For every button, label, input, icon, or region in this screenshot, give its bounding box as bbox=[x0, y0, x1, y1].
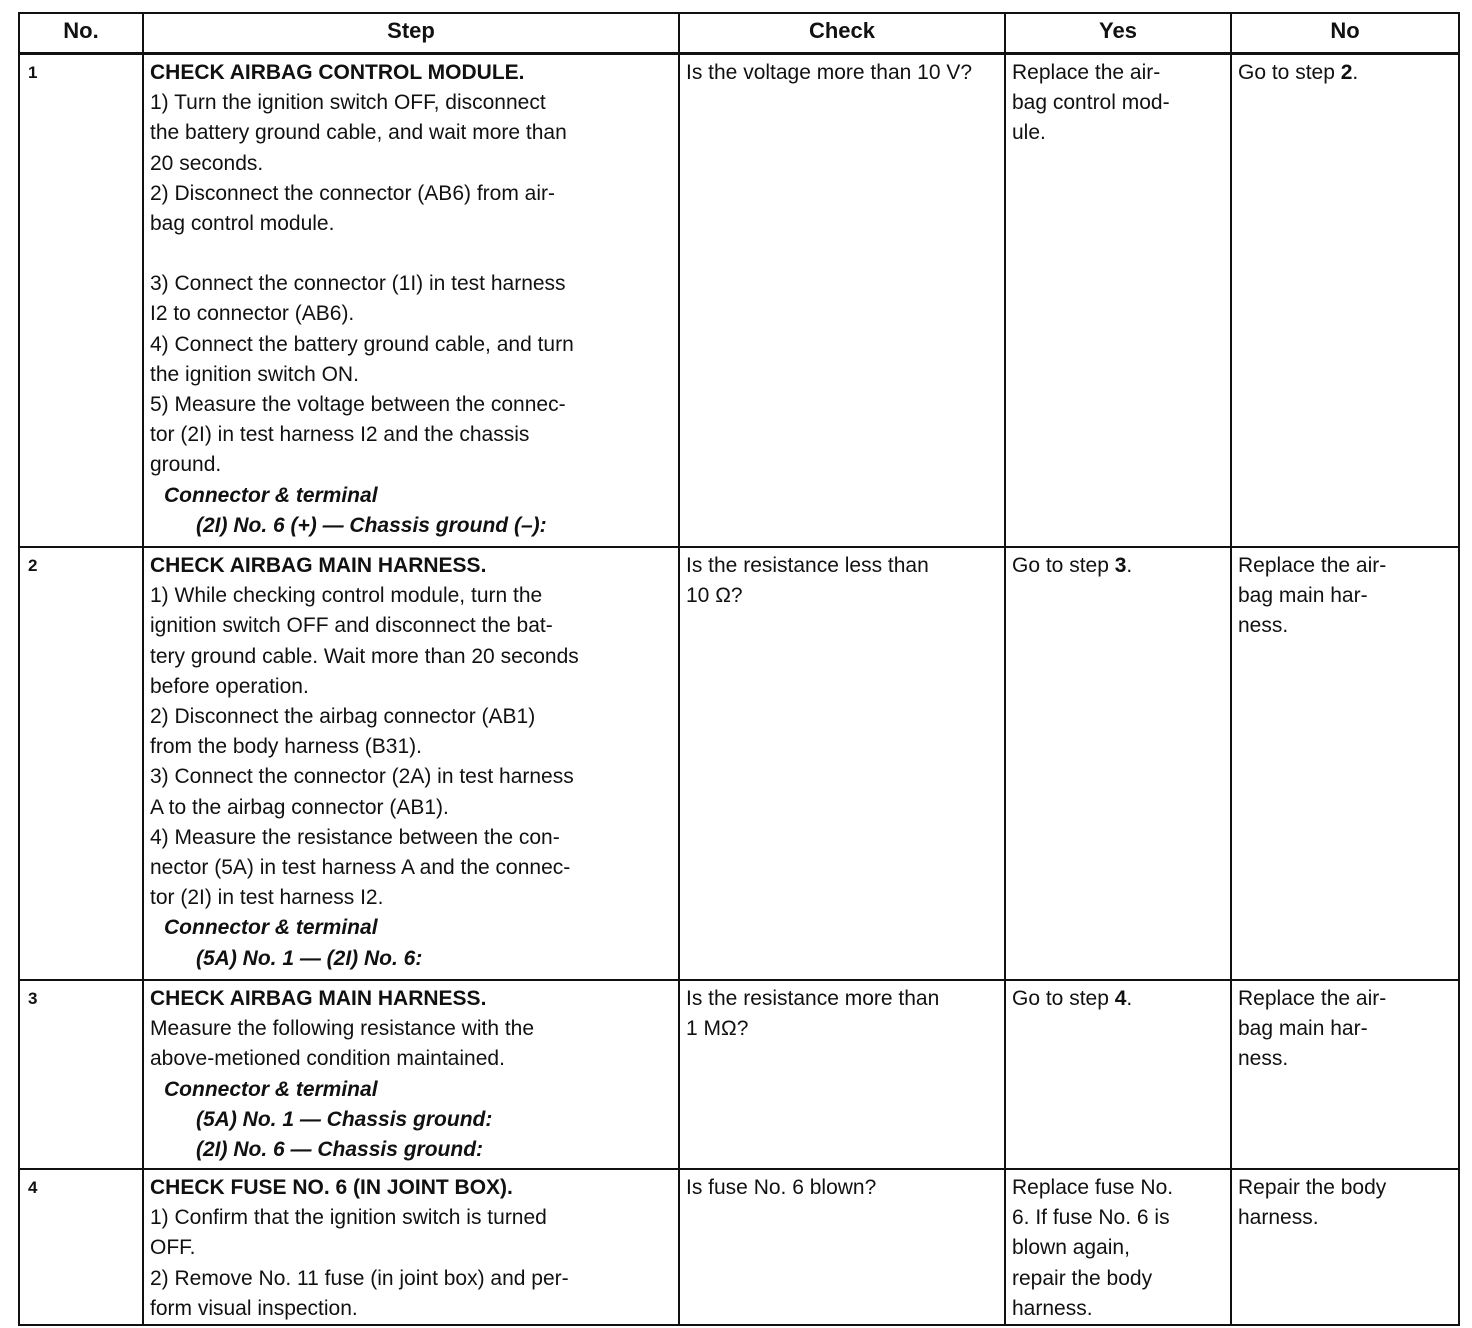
step-line: tor (2I) in test harness I2. bbox=[150, 886, 384, 910]
yes-line: 6. If fuse No. 6 is bbox=[1012, 1206, 1170, 1230]
goto-suffix: . bbox=[1126, 554, 1133, 577]
step-number: 2 bbox=[19, 547, 143, 980]
goto-suffix: . bbox=[1126, 987, 1133, 1010]
check-line: Is the resistance less than bbox=[686, 554, 929, 577]
step-number: 4 bbox=[19, 1169, 143, 1325]
check-cell bbox=[679, 547, 1005, 980]
yes-cell bbox=[1005, 1169, 1231, 1325]
yes-cell bbox=[1005, 547, 1231, 980]
step-line: 20 seconds. bbox=[150, 151, 264, 175]
step-line: tery ground cable. Wait more than 20 seconds bbox=[150, 644, 579, 668]
step-line: 1) Confirm that the ignition switch is turned bbox=[150, 1206, 547, 1230]
connector-terminal: (5A) No. 1 — Chassis ground: bbox=[196, 1107, 493, 1131]
goto-step-number: 4 bbox=[1114, 987, 1127, 1010]
step-cell bbox=[143, 54, 679, 548]
step-line: ground. bbox=[150, 453, 222, 477]
goto-text: Go to step bbox=[1012, 987, 1115, 1010]
step-line: A to the airbag connector (AB1). bbox=[150, 795, 449, 819]
header-check: Check bbox=[679, 13, 1005, 54]
no-answer-cell bbox=[1231, 547, 1459, 980]
step-line: 2) Disconnect the airbag connector (AB1) bbox=[150, 705, 536, 729]
yes-line: blown again, bbox=[1012, 1236, 1130, 1260]
no-answer-line: Replace the air- bbox=[1238, 554, 1387, 577]
no-answer-line: ness. bbox=[1238, 1047, 1289, 1071]
check-line: 10 Ω? bbox=[686, 584, 743, 608]
check-cell bbox=[679, 980, 1005, 1169]
step-line: 3) Connect the connector (2A) in test harness bbox=[150, 765, 574, 789]
yes-line: harness. bbox=[1012, 1296, 1093, 1320]
yes-line: ule. bbox=[1012, 121, 1046, 145]
step-line: Measure the following resistance with the bbox=[150, 1017, 535, 1041]
header-step: Step bbox=[143, 13, 679, 54]
no-answer-cell bbox=[1231, 54, 1459, 548]
goto-suffix: . bbox=[1352, 61, 1359, 84]
step-line: nector (5A) in test harness A and the connec- bbox=[150, 856, 571, 880]
step-heading: CHECK AIRBAG MAIN HARNESS. bbox=[150, 554, 487, 577]
step-line: I2 to connector (AB6). bbox=[150, 302, 355, 326]
step-line: from the body harness (B31). bbox=[150, 735, 422, 759]
connector-terminal: (5A) No. 1 — (2I) No. 6: bbox=[196, 946, 423, 970]
no-answer-line: bag main har- bbox=[1238, 1017, 1368, 1041]
no-answer-line: bag main har- bbox=[1238, 584, 1368, 608]
step-heading: CHECK AIRBAG CONTROL MODULE. bbox=[150, 61, 525, 84]
yes-cell bbox=[1005, 54, 1231, 548]
step-line: 1) While checking control module, turn the bbox=[150, 584, 543, 608]
goto-step-number: 3 bbox=[1114, 554, 1127, 577]
table-row bbox=[19, 1169, 1459, 1325]
header-no: No. bbox=[19, 13, 143, 54]
connector-terminal: (2I) No. 6 — Chassis ground: bbox=[196, 1138, 484, 1162]
header-row bbox=[19, 13, 1459, 54]
step-line: above-metioned condition maintained. bbox=[150, 1047, 505, 1071]
step-spacer bbox=[150, 239, 672, 269]
goto-text: Go to step bbox=[1238, 61, 1341, 84]
step-line: the ignition switch ON. bbox=[150, 362, 359, 386]
step-line: before operation. bbox=[150, 674, 309, 698]
no-answer-cell bbox=[1231, 980, 1459, 1169]
step-line: 2) Disconnect the connector (AB6) from air- bbox=[150, 181, 555, 205]
step-number: 3 bbox=[19, 980, 143, 1169]
step-cell bbox=[143, 547, 679, 980]
step-line: ignition switch OFF and disconnect the bat- bbox=[150, 614, 553, 638]
goto-text: Go to step bbox=[1012, 554, 1115, 577]
step-line: 2) Remove No. 11 fuse (in joint box) and per- bbox=[150, 1266, 569, 1290]
no-answer-line: harness. bbox=[1238, 1206, 1319, 1230]
connector-terminal: (2I) No. 6 (+) — Chassis ground (–): bbox=[196, 513, 547, 537]
step-line: 5) Measure the voltage between the connec- bbox=[150, 393, 566, 417]
step-line: tor (2I) in test harness I2 and the chassis bbox=[150, 423, 530, 447]
step-line: form visual inspection. bbox=[150, 1296, 358, 1320]
table-row bbox=[19, 54, 1459, 548]
step-line: OFF. bbox=[150, 1236, 196, 1260]
table-row bbox=[19, 547, 1459, 980]
yes-line: repair the body bbox=[1012, 1266, 1153, 1290]
step-line: 3) Connect the connector (1I) in test harness bbox=[150, 272, 566, 296]
goto-step-number: 2 bbox=[1340, 61, 1353, 84]
step-line: the battery ground cable, and wait more than bbox=[150, 121, 567, 145]
table-row bbox=[19, 980, 1459, 1169]
yes-line: Replace fuse No. bbox=[1012, 1176, 1174, 1199]
step-cell bbox=[143, 980, 679, 1169]
connector-label: Connector & terminal bbox=[164, 916, 378, 940]
step-cell bbox=[143, 1169, 679, 1325]
check-line: 1 MΩ? bbox=[686, 1017, 749, 1041]
step-heading: CHECK AIRBAG MAIN HARNESS. bbox=[150, 987, 487, 1010]
no-answer-line: Repair the body bbox=[1238, 1176, 1387, 1199]
header-no-answer: No bbox=[1231, 13, 1459, 54]
no-answer-line: ness. bbox=[1238, 614, 1289, 638]
header-yes: Yes bbox=[1005, 13, 1231, 54]
no-answer-line: Replace the air- bbox=[1238, 987, 1387, 1010]
step-line: 1) Turn the ignition switch OFF, disconnect bbox=[150, 91, 546, 115]
step-number: 1 bbox=[19, 54, 143, 548]
step-line: bag control module. bbox=[150, 212, 335, 236]
no-answer-cell bbox=[1231, 1169, 1459, 1325]
check-cell: Is fuse No. 6 blown? bbox=[679, 1169, 1005, 1325]
check-line: Is the resistance more than bbox=[686, 987, 940, 1010]
diagnosis-table bbox=[18, 12, 1460, 1326]
check-cell: Is the voltage more than 10 V? bbox=[679, 54, 1005, 548]
connector-label: Connector & terminal bbox=[164, 483, 378, 507]
yes-line: Replace the air- bbox=[1012, 61, 1161, 84]
step-line: 4) Measure the resistance between the con- bbox=[150, 825, 560, 849]
step-heading: CHECK FUSE NO. 6 (IN JOINT BOX). bbox=[150, 1176, 513, 1199]
step-line: 4) Connect the battery ground cable, and turn bbox=[150, 332, 574, 356]
connector-label: Connector & terminal bbox=[164, 1077, 378, 1101]
yes-line: bag control mod- bbox=[1012, 91, 1170, 115]
yes-cell bbox=[1005, 980, 1231, 1169]
